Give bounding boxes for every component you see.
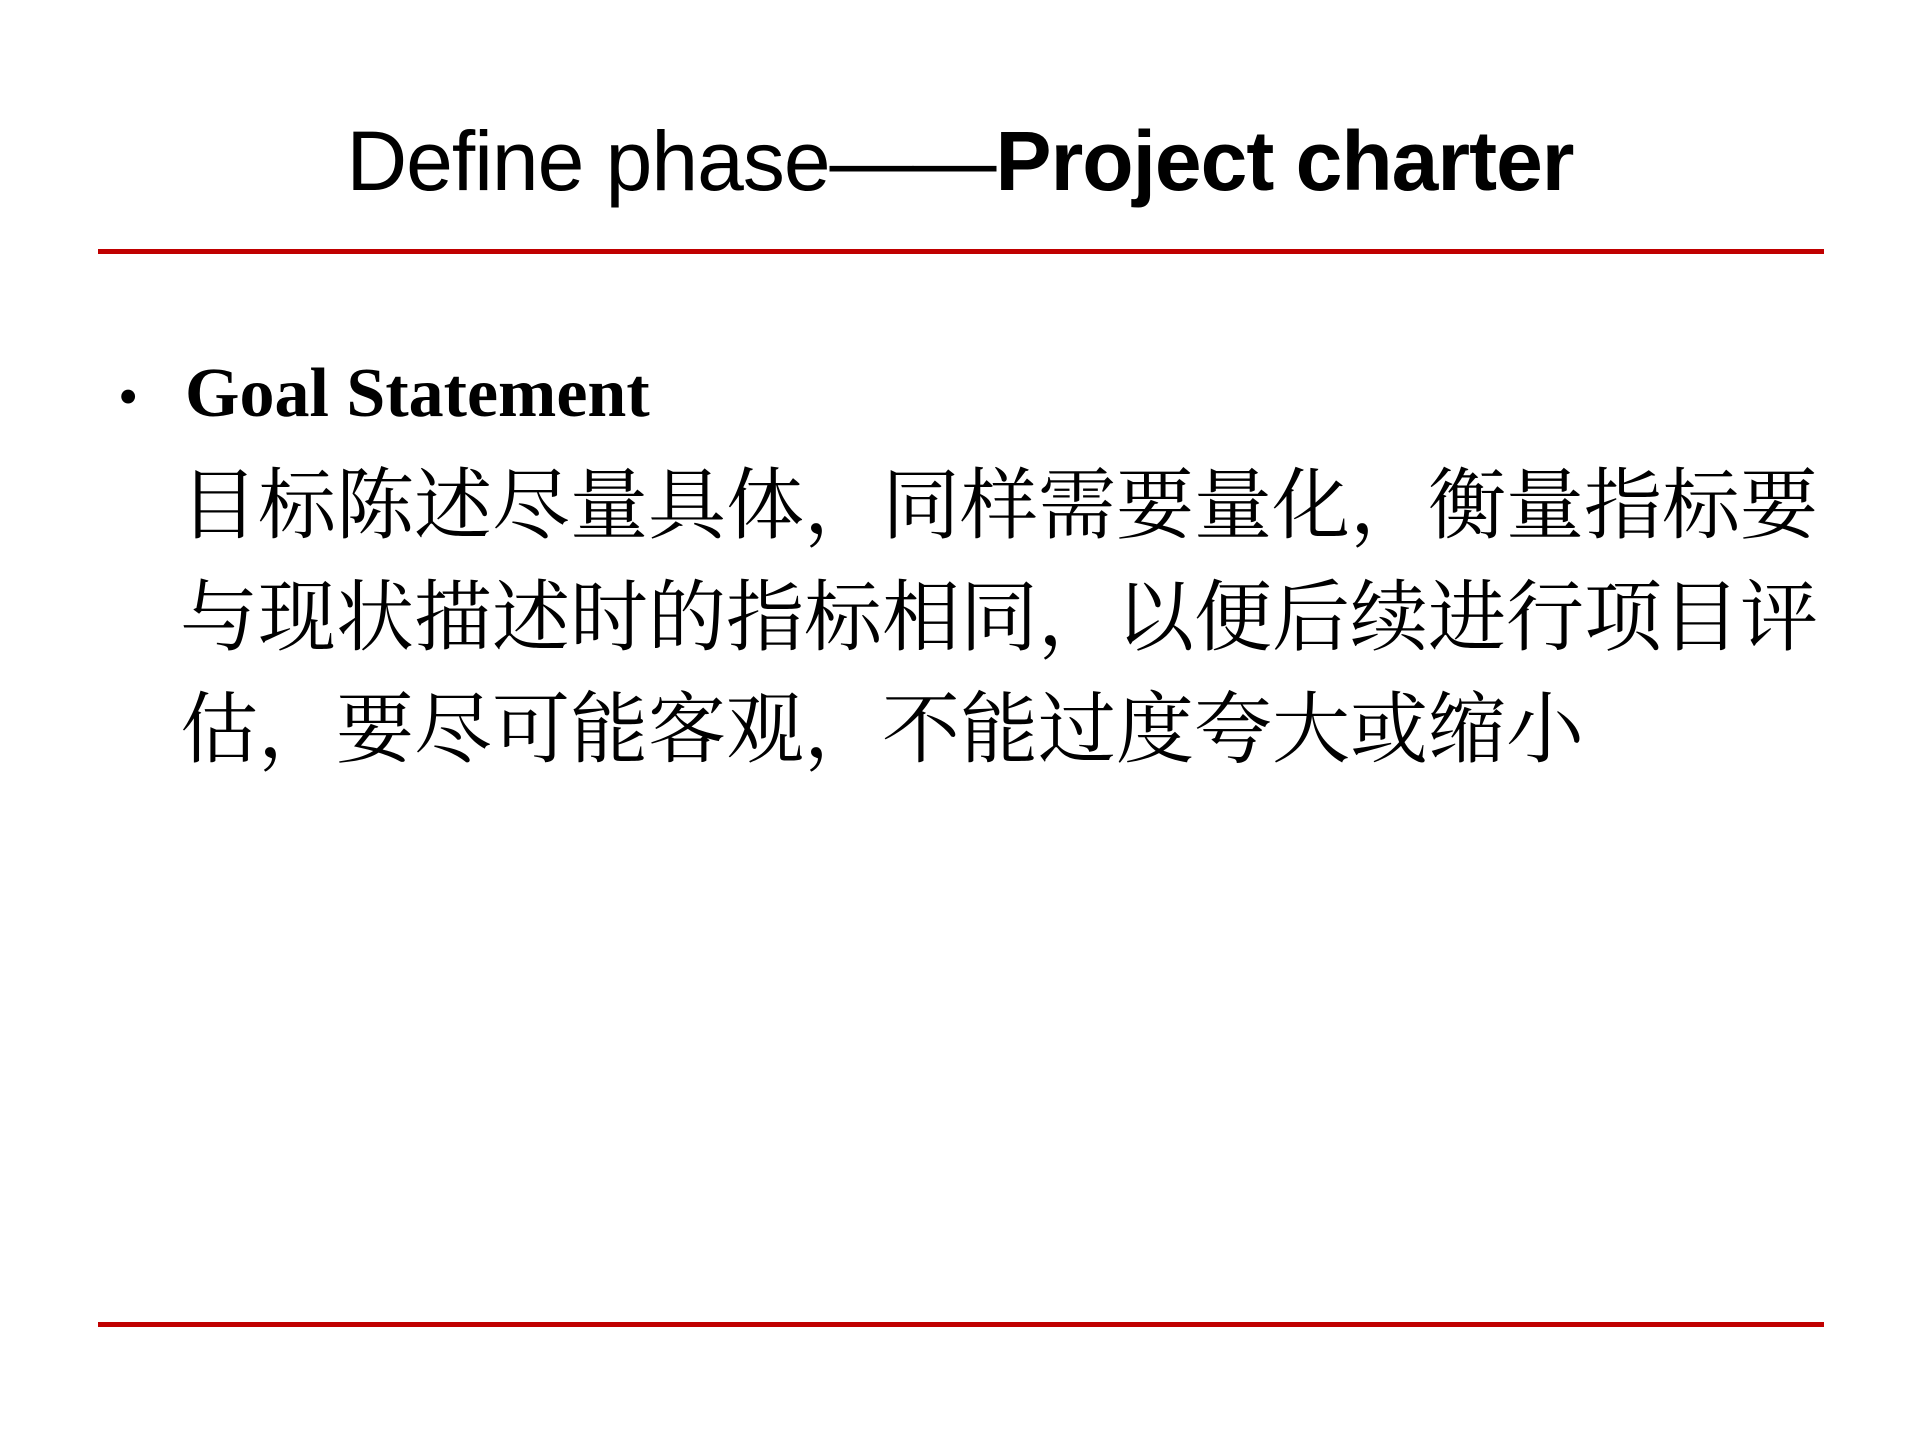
slide-title xyxy=(0,112,1920,211)
slide-title-regular-text: Define phase—— xyxy=(346,114,996,208)
bullet-body-text xyxy=(180,450,1818,786)
body-text-line: 与现状描述时的指标相同，以便后续进行项目评 xyxy=(180,573,1819,663)
footer-divider-line xyxy=(98,1322,1824,1327)
body-text-line: 估，要尽可能客观，不能过度夸大或缩小 xyxy=(180,685,1585,775)
bullet-marker: • xyxy=(118,364,139,429)
title-divider-line xyxy=(98,249,1824,254)
body-text-line: 目标陈述尽量具体，同样需要量化，衡量指标要 xyxy=(180,461,1819,551)
slide-body xyxy=(118,338,1818,786)
bullet-heading: Goal Statement xyxy=(185,355,650,432)
slide-title-bold-text: Project charter xyxy=(995,114,1574,208)
bullet-item xyxy=(118,338,1818,450)
